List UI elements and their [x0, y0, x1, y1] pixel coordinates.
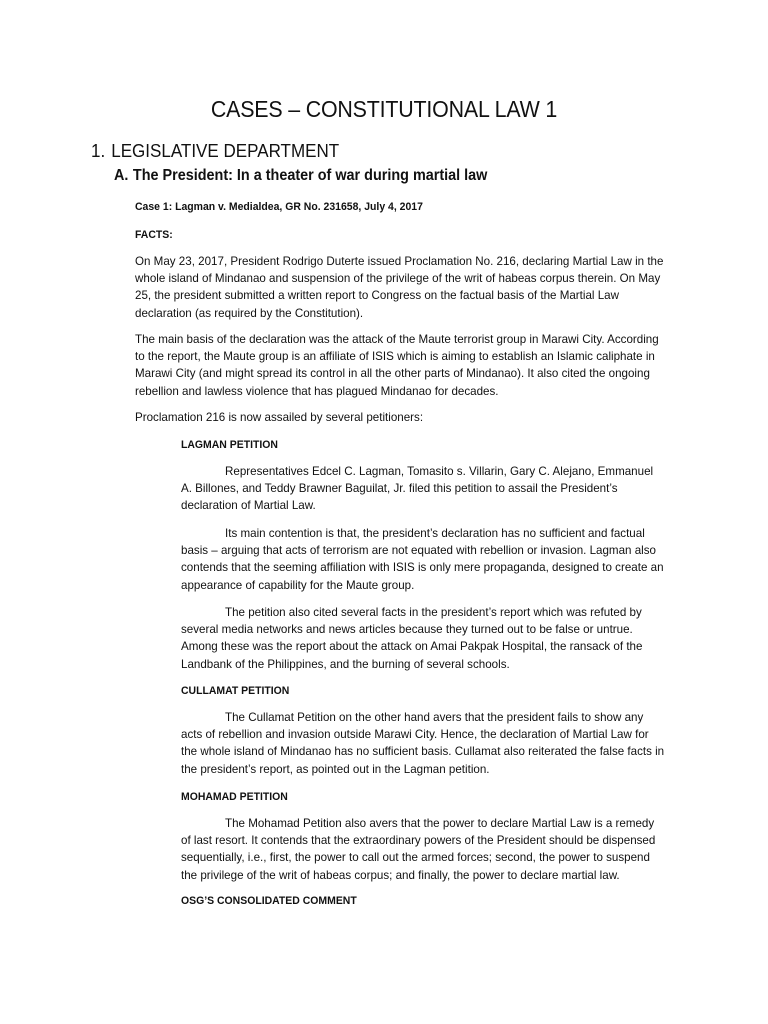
mohamad-paragraph-1-text: The Mohamad Petition also avers that the power to declare Martial Law is a remedy of last resort. It contends that the extraordinary powers of the President should be dispensed sequentially, i.e., first, the power to call out the armed forces; second, the power to suspend the privilege of the writ of habeas corpus; and finally, the power to declare martial law.: [181, 817, 656, 882]
lagman-paragraph-2-text: Its main contention is that, the president’s declaration has no sufficient and factual basis – arguing that acts of terrorism are not equated with rebellion or invasion. Lagman also contends that the seeming affiliation with ISIS is only mere propaganda, designed to create an appearance of capability for the Maute group.: [181, 527, 664, 592]
subsection-heading: [114, 167, 487, 185]
lagman-paragraph-1-text: Representatives Edcel C. Lagman, Tomasito s. Villarin, Gary C. Alejano, Emmanuel A. Billones, and Teddy Brawner Baguilat, Jr. filed this petition to assail the President’s declaration of Martial Law.: [181, 465, 654, 513]
lagman-petition-heading: LAGMAN PETITION: [181, 439, 278, 451]
cullamat-paragraph-1: [181, 709, 666, 778]
lagman-paragraph-3: [181, 604, 666, 673]
lagman-paragraph-2: [181, 525, 666, 594]
lagman-paragraph-1: [181, 463, 666, 515]
section-heading: [91, 140, 339, 162]
facts-label: FACTS:: [135, 229, 173, 241]
subsection-letter: A.: [114, 167, 129, 184]
section-label: LEGISLATIVE DEPARTMENT: [111, 140, 340, 161]
subsection-label: The President: In a theater of war during martial law: [132, 167, 488, 184]
osg-comment-heading: OSG’S CONSOLIDATED COMMENT: [181, 895, 357, 907]
facts-paragraph-1: On May 23, 2017, President Rodrigo Duterte issued Proclamation No. 216, declaring Martial Law in the whole island of Mindanao and suspension of the privilege of the writ of habeas corpus therein. On May 25, the president submitted a written report to Congress on the factual basis of the Martial Law declaration (as required by the Constitution).: [135, 255, 664, 320]
facts-paragraph-2: The main basis of the declaration was the attack of the Maute terrorist group in Marawi City. According to the report, the Maute group is an affiliate of ISIS which is aiming to establish an Islamic caliphate in Marawi City (and might spread its control in all the other parts of Mindanao). It also cited the ongoing rebellion and lawless violence that has plagued Mindanao for decades.: [135, 333, 659, 398]
section-number: 1.: [91, 140, 106, 161]
cullamat-paragraph-1-text: The Cullamat Petition on the other hand avers that the president fails to show any acts of rebellion and invasion outside Marawi City. Hence, the declaration of Martial Law for the whole island of Mindanao has no sufficient basis. Cullamat also reiterated the false facts in the president’s report, as pointed out in the Lagman petition.: [181, 711, 665, 776]
lagman-paragraph-3-text: The petition also cited several facts in the president’s report which was refuted by several media networks and news articles because they turned out to be false or untrue. Among these was the report about the attack on Amai Pakpak Hospital, the ransack of the Landbank of the Philippines, and the burning of several schools.: [181, 606, 643, 671]
mohamad-petition-heading: MOHAMAD PETITION: [181, 791, 288, 803]
case-title: Case 1: Lagman v. Medialdea, GR No. 231658, July 4, 2017: [135, 201, 423, 213]
mohamad-paragraph-1: [181, 815, 666, 884]
facts-paragraph-3: Proclamation 216 is now assailed by several petitioners:: [135, 411, 424, 424]
document-title: CASES – CONSTITUTIONAL LAW 1: [210, 96, 558, 122]
cullamat-petition-heading: CULLAMAT PETITION: [181, 685, 290, 697]
